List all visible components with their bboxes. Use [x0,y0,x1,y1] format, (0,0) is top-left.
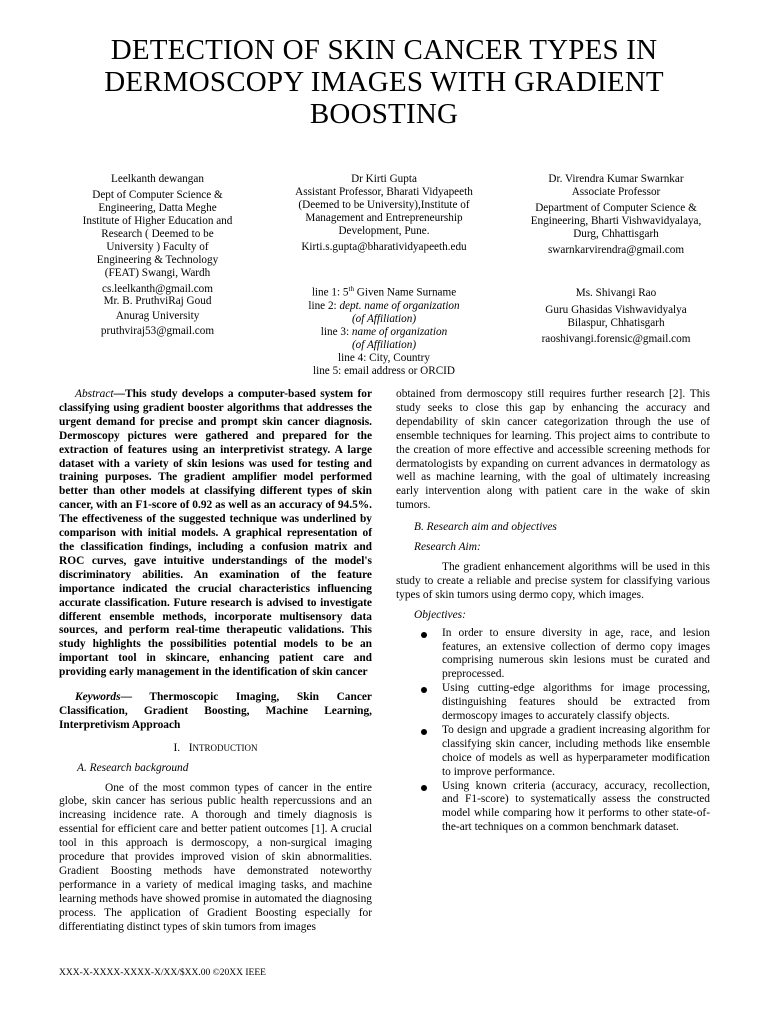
author-5-placeholder [286,283,482,378]
section-heading-introduction [59,742,372,756]
author-affiliation: Department of Computer Science & Engineering, Bharti Vishwavidyalaya, Durg, Chhattisgarh [530,202,702,240]
superscript: th [348,285,354,293]
author-email: pruthviraj53@gmail.com [100,325,215,337]
list-item [396,780,710,836]
author-affiliation: Bilaspur, Chhatisgarh [567,317,665,329]
author-4 [80,295,235,338]
author-email: cs.leelkanth@gmail.com [102,283,213,295]
list-item [396,724,710,780]
right-column [396,388,710,835]
author-affiliation: Dept of Computer Science & Engineering, Datta Meghe Institute of Higher Education and Research ( Deemed to be University ) Faculty of Engineering & Technology (FEAT) Swangi, Wardh [82,189,233,279]
keywords [59,691,372,733]
author-2 [286,173,482,254]
objective-text: In order to ensure diversity in age, race, and lesion features, an extensive collection of dermo copy images comprising numerous skin lesions must be curated and preprocessed. [442,626,710,681]
paper-title: DETECTION OF SKIN CANCER TYPES IN DERMOSCOPY IMAGES WITH GRADIENT BOOSTING [104,34,664,130]
research-aim-label: Research Aim: [414,541,481,554]
bullet-icon [421,632,427,638]
line-italic: dept. name of organization [339,299,460,312]
left-column [59,388,372,935]
subsection-research-background: A. Research background [77,761,189,774]
placeholder-line-5: line 5: email address or ORCID [313,364,455,377]
research-aim-text: The gradient enhancement algorithms will be used in this study to create a reliable and precise system for classifying various types of skin tumors using dermo copy, which images. [396,560,710,601]
abstract-dash: — [113,388,125,400]
placeholder-line-3 [286,326,482,339]
author-affiliation: Guru Ghasidas Vishwavidyalya [545,304,687,316]
list-item [396,627,710,683]
placeholder-line-3b [286,339,482,352]
keywords-dash: — [120,691,132,704]
line-italic: name of organization [351,325,448,338]
author-email: swarnkarvirendra@gmail.com [547,244,685,256]
bullet-icon [421,785,427,791]
placeholder-line-1 [286,283,482,300]
bullet-icon [421,729,427,735]
intro-paragraph-continued: obtained from dermoscopy still requires further research [2]. This study seeks to close this gap by enhancing the accuracy and dependability of skin cancer categorization through the use of ensemble techniques for learning. This project aims to contribute to the creation of more effective and accessible screening methods for dermatologists by expanding on current advances in dermatology as well as machine learning, with the goal of ultimately increasing early intervention along with patient care in the wake of skin tumors. [396,388,710,512]
line-text: line 3: [320,325,352,338]
abstract-text: This study develops a computer-based system for classifying using gradient booster algorithms that addresses the urgent demand for precise and prompt skin cancer diagnosis. Dermoscopy pictures were gathered and prepared for the extraction of features using an interpretivist strategy. A large dataset with a variety of skin lesions was used for testing and training purposes. The gradient amplifier model performed better than other models at classifying different types of skin cancer, with an F1-score of 0.92 as well as an accuracy of 94.5%. The effectiveness of the suggested technique was underlined by comparison with initial models. A graphical representation of the classification findings, including a confusion matrix and ROC curves, gave intuitive understandings of the model's discriminatory abilities. An examination of the feature importance indicated the crucial characteristics influencing accurate classification. Future research is advised to investigate different ensemble methods, incorporate multisensory data sources, and perform real-time therapeutic validations. This study highlights the possibilities potential models to be an important tool in skincare, enhancing patient care and providing early management in the identification of skin cancer [59,388,372,679]
line-text: line 2: [308,299,340,312]
placeholder-line-2b [286,313,482,326]
placeholder-line-2 [286,300,482,313]
author-name: Ms. Shivangi Rao [575,287,657,299]
line-italic: (of Affiliation) [351,312,417,325]
author-name: Dr. Virendra Kumar Swarnkar [548,173,684,185]
author-affiliation: Anurag University [115,310,200,322]
author-1 [80,173,235,296]
placeholder-line-4: line 4: City, Country [338,351,430,364]
keywords-text: Thermoscopic Imaging, Skin Cancer Classification, Gradient Boosting, Machine Learning, Interpretivism Approach [59,691,372,731]
author-email: Kirti.s.gupta@bharatividyapeeth.edu [301,241,467,253]
objectives-label: Objectives: [414,608,466,621]
line-text: Given Name Surname [353,286,457,299]
line-text: line 1: 5 [311,286,349,299]
section-number: I. [173,741,181,754]
subsection-research-aim-objectives: B. Research aim and objectives [414,521,557,534]
copyright-footer: XXX-X-XXXX-XXXX-X/XX/$XX.00 ©20XX IEEE [59,968,266,978]
objectives-list [396,627,710,836]
list-item [396,682,710,724]
section-title-initial: I [188,741,193,754]
author-6 [520,287,712,346]
author-affiliation: Assistant Professor, Bharati Vidyapeeth (Deemed to be University),Institute of Management and Entrepreneurship Development, Pune. [295,186,473,237]
line-italic: (of Affiliation) [351,338,417,351]
author-name: Dr Kirti Gupta [351,173,417,185]
section-title-rest: NTRODUCTION [192,742,258,753]
keywords-label: Keywords [75,691,121,704]
author-name: Leelkanth dewangan [111,173,204,185]
objective-text: Using known criteria (accuracy, accuracy, recollection, and F1-score) to systematically assess the constructed model while comparing how it performs to other state-of-the-art techniques on a common benchmark dataset. [442,779,710,834]
objective-text: To design and upgrade a gradient increasing algorithm for classifying skin cancer, including methods like ensemble choice of models as well as hyperparameter modification to improve performance. [442,723,710,778]
author-role: Associate Professor [571,186,661,198]
author-name: Mr. B. PruthviRaj Goud [103,295,212,307]
abstract [59,388,372,680]
abstract-label: Abstract [75,388,114,400]
author-3 [520,173,712,257]
author-email: raoshivangi.forensic@gmail.com [541,333,691,345]
intro-paragraph: One of the most common types of cancer in the entire globe, skin cancer has serious public health repercussions and an increasing incidence rate. A thorough and timely diagnosis is essential for efficient care and better patient outcomes [1]. A crucial tool in this approach is dermoscopy, a non-surgical imaging procedure that provides improved vision of skin abnormalities. Gradient Boosting methods have demonstrated noteworthy performance in a variety of medical imaging tasks, and machine learning methods have showed promise in automated the diagnosing process. The application of Gradient Boosting especially for differentiating distinct types of skin tumors from images [59,781,372,933]
objective-text: Using cutting-edge algorithms for image processing, distinguishing features should be extracted from dermoscopy images to accurately classify objects. [442,682,710,723]
bullet-icon [421,687,427,693]
